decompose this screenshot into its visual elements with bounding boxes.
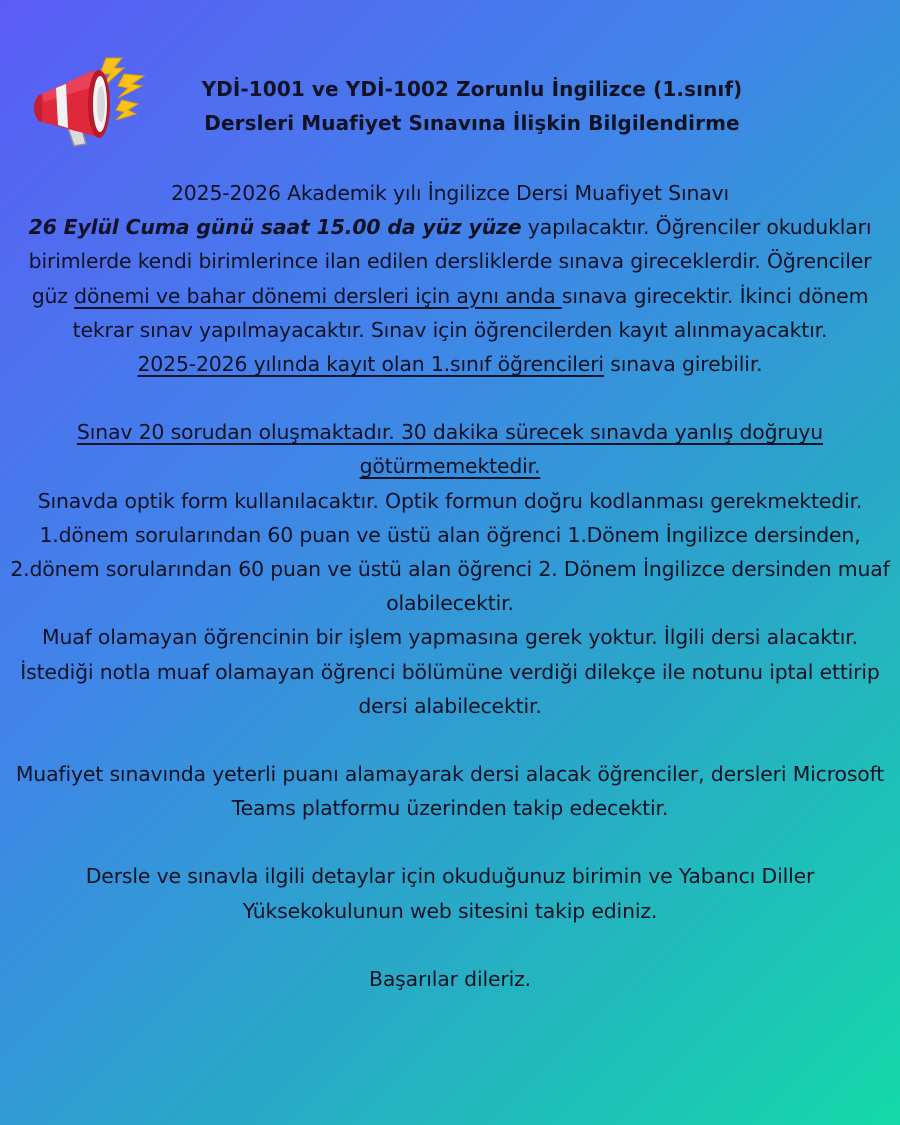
page-title-line-1: YDİ-1001 ve YDİ-1002 Zorunlu İngilizce (1.sınıf) [201,77,743,101]
paragraph-exam-format [10,415,890,723]
spacer [10,723,890,757]
eligible-students-underlined-text: 2025-2026 yılında kayıt olan 1.sınıf öğrencileri [137,352,604,377]
paragraph-exam-info [10,176,890,381]
eligibility-text: sınava girebilir. [603,352,763,377]
exam-location-text: yapılacaktır. Öğrenciler okudukları birimlerde kendi birimlerince ilan edilen dersliklerde sınava gireceklerdir. Öğrenciler güz [28,215,872,308]
exam-date-highlight: 26 Eylül Cuma günü saat 15.00 da yüz yüze [28,215,522,240]
header [0,72,900,140]
exam-intro-text: 2025-2026 Akademik yılı İngilizce Dersi Muafiyet Sınavı [170,181,730,205]
spacer [10,825,890,859]
passing-score-text: 1.dönem sorularından 60 puan ve üstü alan öğrenci 1.Dönem İngilizce dersinden, 2.dönem sorularından 60 puan ve üstü alan öğrenci 2. Dönem İngilizce dersinden muaf olabilecektir. [10,522,890,616]
closing-text: Başarılar dileriz. [368,966,532,991]
page-title-line-2: Dersleri Muafiyet Sınavına İlişkin Bilgilendirme [204,111,740,135]
question-count-underlined-text: Sınav 20 sorudan oluşmaktadır. 30 dakika sürecek sınavda yanlış doğruyu götürmemektedir. [76,420,824,479]
non-exempt-text: Muaf olamayan öğrencinin bir işlem yapmasına gerek yoktur. İlgili dersi alacaktır. İstediği notla muaf olamayan öğrenci bölümüne verdiği dilekçe ile notunu iptal ettirip dersi alabilecektir. [20,625,880,718]
paragraph-teams: Muafiyet sınavında yeterli puanı alamayarak dersi alacak öğrenciler, dersleri Microsoft Teams platformu üzerinden takip edecektir. [15,762,885,821]
optic-form-text: Sınavda optik form kullanılacaktır. Optik formun doğru kodlanması gerekmektedir. [37,488,863,513]
announcement-body [10,176,890,996]
paragraph-website: Dersle ve sınavla ilgili detaylar için okuduğunuz birimin ve Yabancı Diller Yüksekokulunun web sitesini takip ediniz. [85,864,815,923]
exam-rules-text: sınava girecektir. İkinci dönem tekrar sınav yapılmayacaktır. Sınav için öğrencilerden kayıt alınmayacaktır. [72,283,869,342]
spacer [10,928,890,962]
semester-underlined-text: dönemi ve bahar dönemi dersleri için aynı anda [74,283,562,308]
spacer [10,381,890,415]
